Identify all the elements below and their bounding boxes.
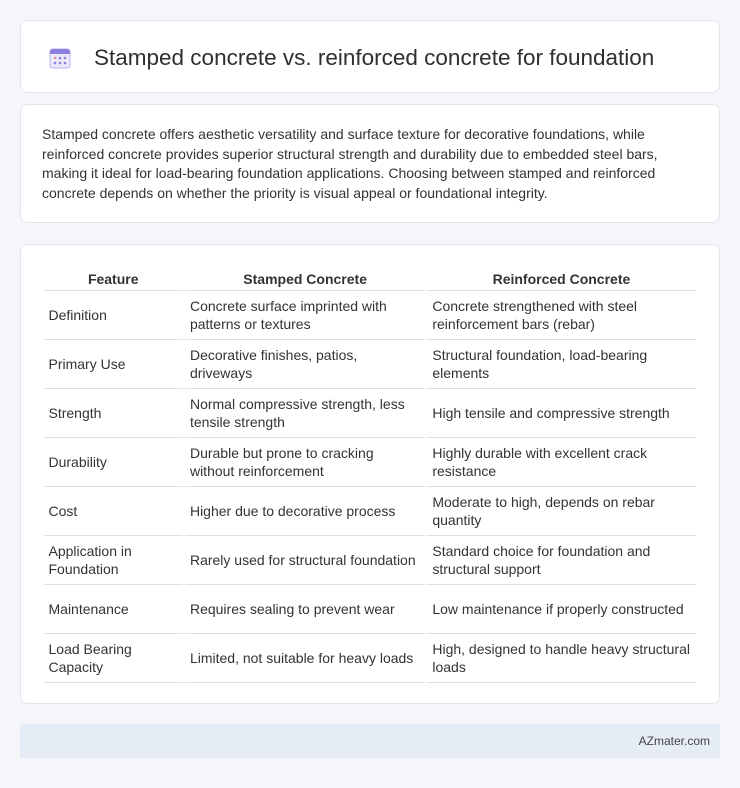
row-feature: Durability [44,438,183,487]
row-stamped-value: Normal compressive strength, less tensile strength [185,389,425,438]
row-reinforced-value: High, designed to handle heavy structural loads [427,634,695,683]
row-reinforced-value: High tensile and compressive strength [427,389,695,438]
row-stamped-value: Limited, not suitable for heavy loads [185,634,425,683]
row-stamped-value: Durable but prone to cracking without reinforcement [185,438,425,487]
row-reinforced-value: Standard choice for foundation and structural support [427,536,695,585]
row-reinforced-value: Moderate to high, depends on rebar quantity [427,487,695,536]
row-feature: Strength [44,389,183,438]
row-stamped-value: Decorative finishes, patios, driveways [185,340,425,389]
row-feature: Cost [44,487,183,536]
row-feature: Load Bearing Capacity [44,634,183,683]
table-row [44,487,696,536]
table-row [44,340,696,389]
row-reinforced-value: Highly durable with excellent crack resistance [427,438,695,487]
footer-source-link[interactable]: AZmater.com [638,734,710,748]
row-reinforced-value: Low maintenance if properly constructed [427,585,695,634]
table-row [44,536,696,585]
summary-card [20,104,720,223]
row-reinforced-value: Concrete strengthened with steel reinforcement bars (rebar) [427,291,695,340]
row-stamped-value: Concrete surface imprinted with patterns or textures [185,291,425,340]
footer-bar [20,724,720,758]
row-stamped-value: Requires sealing to prevent wear [185,585,425,634]
comparison-table [42,265,698,683]
row-stamped-value: Higher due to decorative process [185,487,425,536]
header-reinforced-concrete: Reinforced Concrete [427,265,695,291]
row-feature: Definition [44,291,183,340]
table-row [44,585,696,634]
row-feature: Maintenance [44,585,183,634]
table-header-row [44,265,696,291]
header-feature: Feature [44,265,183,291]
summary-paragraph: Stamped concrete offers aesthetic versatility and surface texture for decorative foundations, while reinforced concrete provides superior structural strength and durability due to embedded steel bars, making it ideal for load-bearing foundation applications. Choosing between stamped and reinforced concrete depends on whether the priority is visual appeal or foundational integrity. [42,126,658,201]
table-row [44,438,696,487]
row-feature: Primary Use [44,340,183,389]
row-feature: Application in Foundation [44,536,183,585]
calendar-icon [49,47,71,69]
page-title: Stamped concrete vs. reinforced concrete for foundation [94,45,655,70]
table-row [44,389,696,438]
table-row [44,634,696,683]
header-stamped-concrete: Stamped Concrete [185,265,425,291]
row-stamped-value: Rarely used for structural foundation [185,536,425,585]
comparison-table-card [20,244,720,704]
table-row [44,291,696,340]
row-reinforced-value: Structural foundation, load-bearing elements [427,340,695,389]
title-card [20,20,720,93]
